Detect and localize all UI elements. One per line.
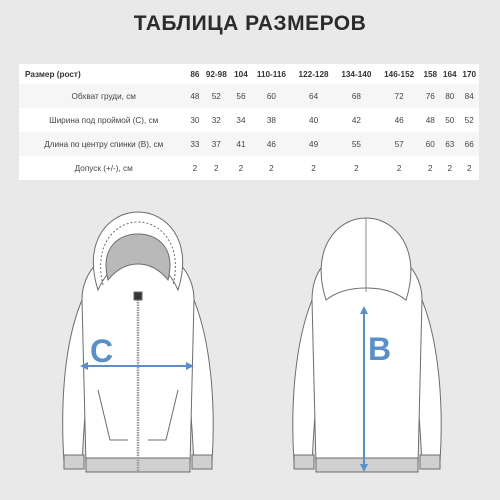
table-cell: 64 — [292, 84, 335, 108]
hoodie-back-drawing — [293, 218, 441, 472]
table-cell: 56 — [231, 84, 250, 108]
table-cell: 2 — [466, 163, 472, 173]
table-cell: 2 — [269, 163, 274, 173]
table-cell: 2 — [192, 163, 198, 173]
size-header-cell: 164 — [442, 69, 457, 79]
row-label: Длина по центру спинки (В), см — [19, 132, 188, 156]
table-cell: 38 — [266, 115, 276, 125]
size-header-cell: 104 — [234, 69, 248, 79]
table-cell: 32 — [211, 115, 221, 125]
table-cell: 30 — [190, 115, 200, 125]
table-cell: 68 — [335, 84, 378, 108]
size-header-cell: 158 — [423, 69, 438, 79]
table-cell: 52 — [201, 84, 231, 108]
table-cell: 41 — [231, 132, 250, 156]
width-label: C — [90, 333, 114, 369]
table-cell: 80 — [440, 84, 459, 108]
table-cell: 40 — [309, 115, 319, 125]
size-header-cell: 86 — [190, 69, 200, 79]
table-cell: 37 — [201, 132, 231, 156]
table-cell: 50 — [445, 115, 455, 125]
row-label: Ширина под проймой (С), см — [49, 115, 159, 125]
size-header-cell: 110-116 — [256, 69, 286, 79]
table-header-row — [19, 64, 479, 84]
table-cell: 2 — [311, 163, 316, 173]
table-cell: 46 — [251, 132, 293, 156]
table-cell: 48 — [188, 84, 201, 108]
table-cell: 63 — [440, 132, 459, 156]
size-table — [19, 64, 479, 180]
size-header-cell: 134-140 — [341, 69, 372, 79]
size-header-cell: 122-128 — [298, 69, 329, 79]
table-cell: 34 — [236, 115, 246, 125]
table-cell: 2 — [447, 163, 453, 173]
table-cell: 2 — [238, 163, 244, 173]
table-cell: 2 — [354, 163, 359, 173]
table-cell: 33 — [188, 132, 201, 156]
table-cell: 2 — [428, 163, 433, 173]
table-cell: 46 — [394, 115, 404, 125]
table-cell: 60 — [251, 84, 293, 108]
row-label: Допуск (+/-), см — [74, 163, 133, 173]
table-cell: 72 — [378, 84, 421, 108]
table-cell: 2 — [214, 163, 219, 173]
table-cell: 66 — [459, 132, 479, 156]
length-label: B — [368, 331, 392, 367]
table-cell: 48 — [425, 115, 435, 125]
hoodie-front-drawing — [63, 212, 214, 472]
table-row — [19, 132, 479, 156]
page-title: ТАБЛИЦА РАЗМЕРОВ — [133, 12, 367, 35]
table-cell: 42 — [351, 115, 361, 125]
table-row — [19, 156, 479, 180]
row-label: Обхват груди, см — [19, 84, 188, 108]
table-cell: 55 — [335, 132, 378, 156]
table-cell: 57 — [378, 132, 421, 156]
size-header-cell: 146-152 — [384, 69, 415, 79]
table-cell: 2 — [396, 163, 402, 173]
table-cell: 60 — [421, 132, 440, 156]
table-cell: 84 — [459, 84, 479, 108]
hoodie-illustrations — [0, 205, 500, 500]
table-cell: 76 — [421, 84, 440, 108]
table-cell: 52 — [464, 115, 474, 125]
table-row — [19, 108, 479, 132]
size-header-cell: 170 — [462, 69, 477, 79]
header-label: Размер (рост) — [25, 69, 81, 79]
table-row — [19, 84, 479, 108]
size-header-cell: 92-98 — [205, 69, 227, 79]
table-cell: 49 — [292, 132, 335, 156]
